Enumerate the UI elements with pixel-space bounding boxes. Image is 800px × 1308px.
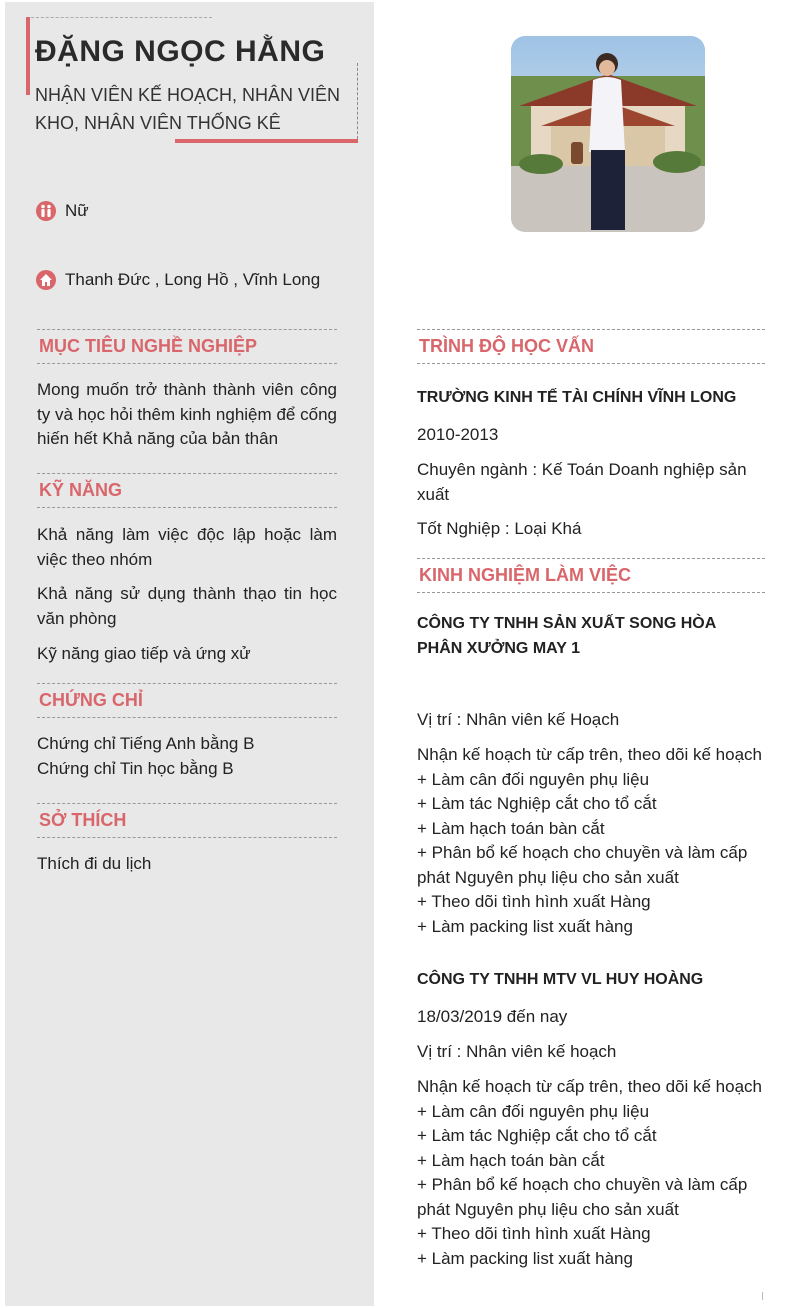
candidate-name: ĐẶNG NGỌC HẰNG — [35, 35, 326, 68]
school-name: TRƯỜNG KINH TẾ TÀI CHÍNH VĨNH LONG — [417, 389, 737, 406]
job-title: NHẬN VIÊN KẾ HOẠCH, NHÂN VIÊN KHO, NHÂN VIÊN THỐNG KÊ — [35, 85, 341, 133]
company-name: CÔNG TY TNHH SẢN XUẤT SONG HÒA PHÂN XƯỞNG MAY 1 — [417, 615, 716, 657]
page-divider — [762, 1292, 763, 1300]
duty-item: + Làm tác Nghiệp cắt cho tổ cắt — [417, 794, 657, 813]
duty-item: + Phân bổ kế hoạch cho chuyền và làm cấp phát Nguyên phụ liệu cho sản xuất — [417, 1175, 748, 1219]
job-position: Vị trí : Nhân viên kế Hoạch — [417, 710, 620, 729]
experience-heading: KINH NGHIỆM LÀM VIỆC — [417, 558, 765, 593]
gender-row — [36, 201, 89, 221]
name-header — [26, 17, 358, 143]
duty-item: + Làm hạch toán bàn cắt — [417, 1150, 605, 1170]
job-duties — [417, 1075, 765, 1271]
education-grade: Tốt Nghiệp : Loại Khá — [417, 519, 582, 538]
duty-item: + Làm packing list xuất hàng — [417, 1248, 633, 1268]
job-position: Vị trí : Nhân viên kế hoạch — [417, 1042, 617, 1061]
education-years: 2010-2013 — [417, 425, 499, 444]
duty-item: + Làm cân đối nguyên phụ liệu — [417, 769, 650, 789]
duty-item: Nhận kế hoạch từ cấp trên, theo dõi kế hoạch — [417, 1077, 762, 1096]
education-heading: TRÌNH ĐỘ HỌC VẤN — [417, 329, 765, 364]
certificate-item: Chứng chỉ Tin học bằng B — [37, 759, 234, 778]
skill-item: Kỹ năng giao tiếp và ứng xử — [37, 644, 251, 663]
job-period: 18/03/2019 đến nay — [417, 1007, 568, 1026]
skills-heading: KỸ NĂNG — [37, 473, 337, 508]
address-value: Thanh Đức , Long Hồ , Vĩnh Long — [65, 270, 321, 289]
duty-item: + Làm cân đối nguyên phụ liệu — [417, 1101, 650, 1121]
objective-text: Mong muốn trở thành thành viên công ty và học hỏi thêm kinh nghiệm để cống hiến hết Khả năng của bản thân — [37, 380, 337, 448]
duty-item: + Theo dõi tình hình xuất Hàng — [417, 1224, 651, 1243]
duty-item: + Phân bổ kế hoạch cho chuyền và làm cấp phát Nguyên phụ liệu cho sản xuất — [417, 843, 748, 887]
duty-item: + Làm packing list xuất hàng — [417, 916, 633, 936]
hobbies-heading: SỞ THÍCH — [37, 803, 337, 838]
duty-item: + Làm hạch toán bàn cắt — [417, 818, 605, 838]
skill-item: Khả năng sử dụng thành thạo tin học văn phòng — [37, 584, 337, 628]
duty-item: Nhận kế hoạch từ cấp trên, theo dõi kế hoạch — [417, 745, 762, 764]
address-row — [36, 270, 320, 290]
job-duties — [417, 743, 765, 939]
duty-item: + Làm tác Nghiệp cắt cho tổ cắt — [417, 1126, 657, 1145]
gender-value: Nữ — [65, 201, 89, 220]
home-icon — [36, 270, 56, 290]
profile-photo — [511, 36, 705, 232]
hobbies-text: Thích đi du lịch — [37, 854, 152, 873]
certificate-item: Chứng chỉ Tiếng Anh bằng B — [37, 734, 255, 753]
duty-item: + Theo dõi tình hình xuất Hàng — [417, 892, 651, 911]
education-major: Chuyên ngành : Kế Toán Doanh nghiệp sản xuất — [417, 460, 747, 504]
skill-item: Khả năng làm việc độc lập hoặc làm việc theo nhóm — [37, 525, 337, 569]
objective-heading: MỤC TIÊU NGHỀ NGHIỆP — [37, 329, 337, 364]
gender-icon — [36, 201, 56, 221]
certificates-heading: CHỨNG CHỈ — [37, 683, 337, 718]
company-name: CÔNG TY TNHH MTV VL HUY HOÀNG — [417, 971, 704, 988]
